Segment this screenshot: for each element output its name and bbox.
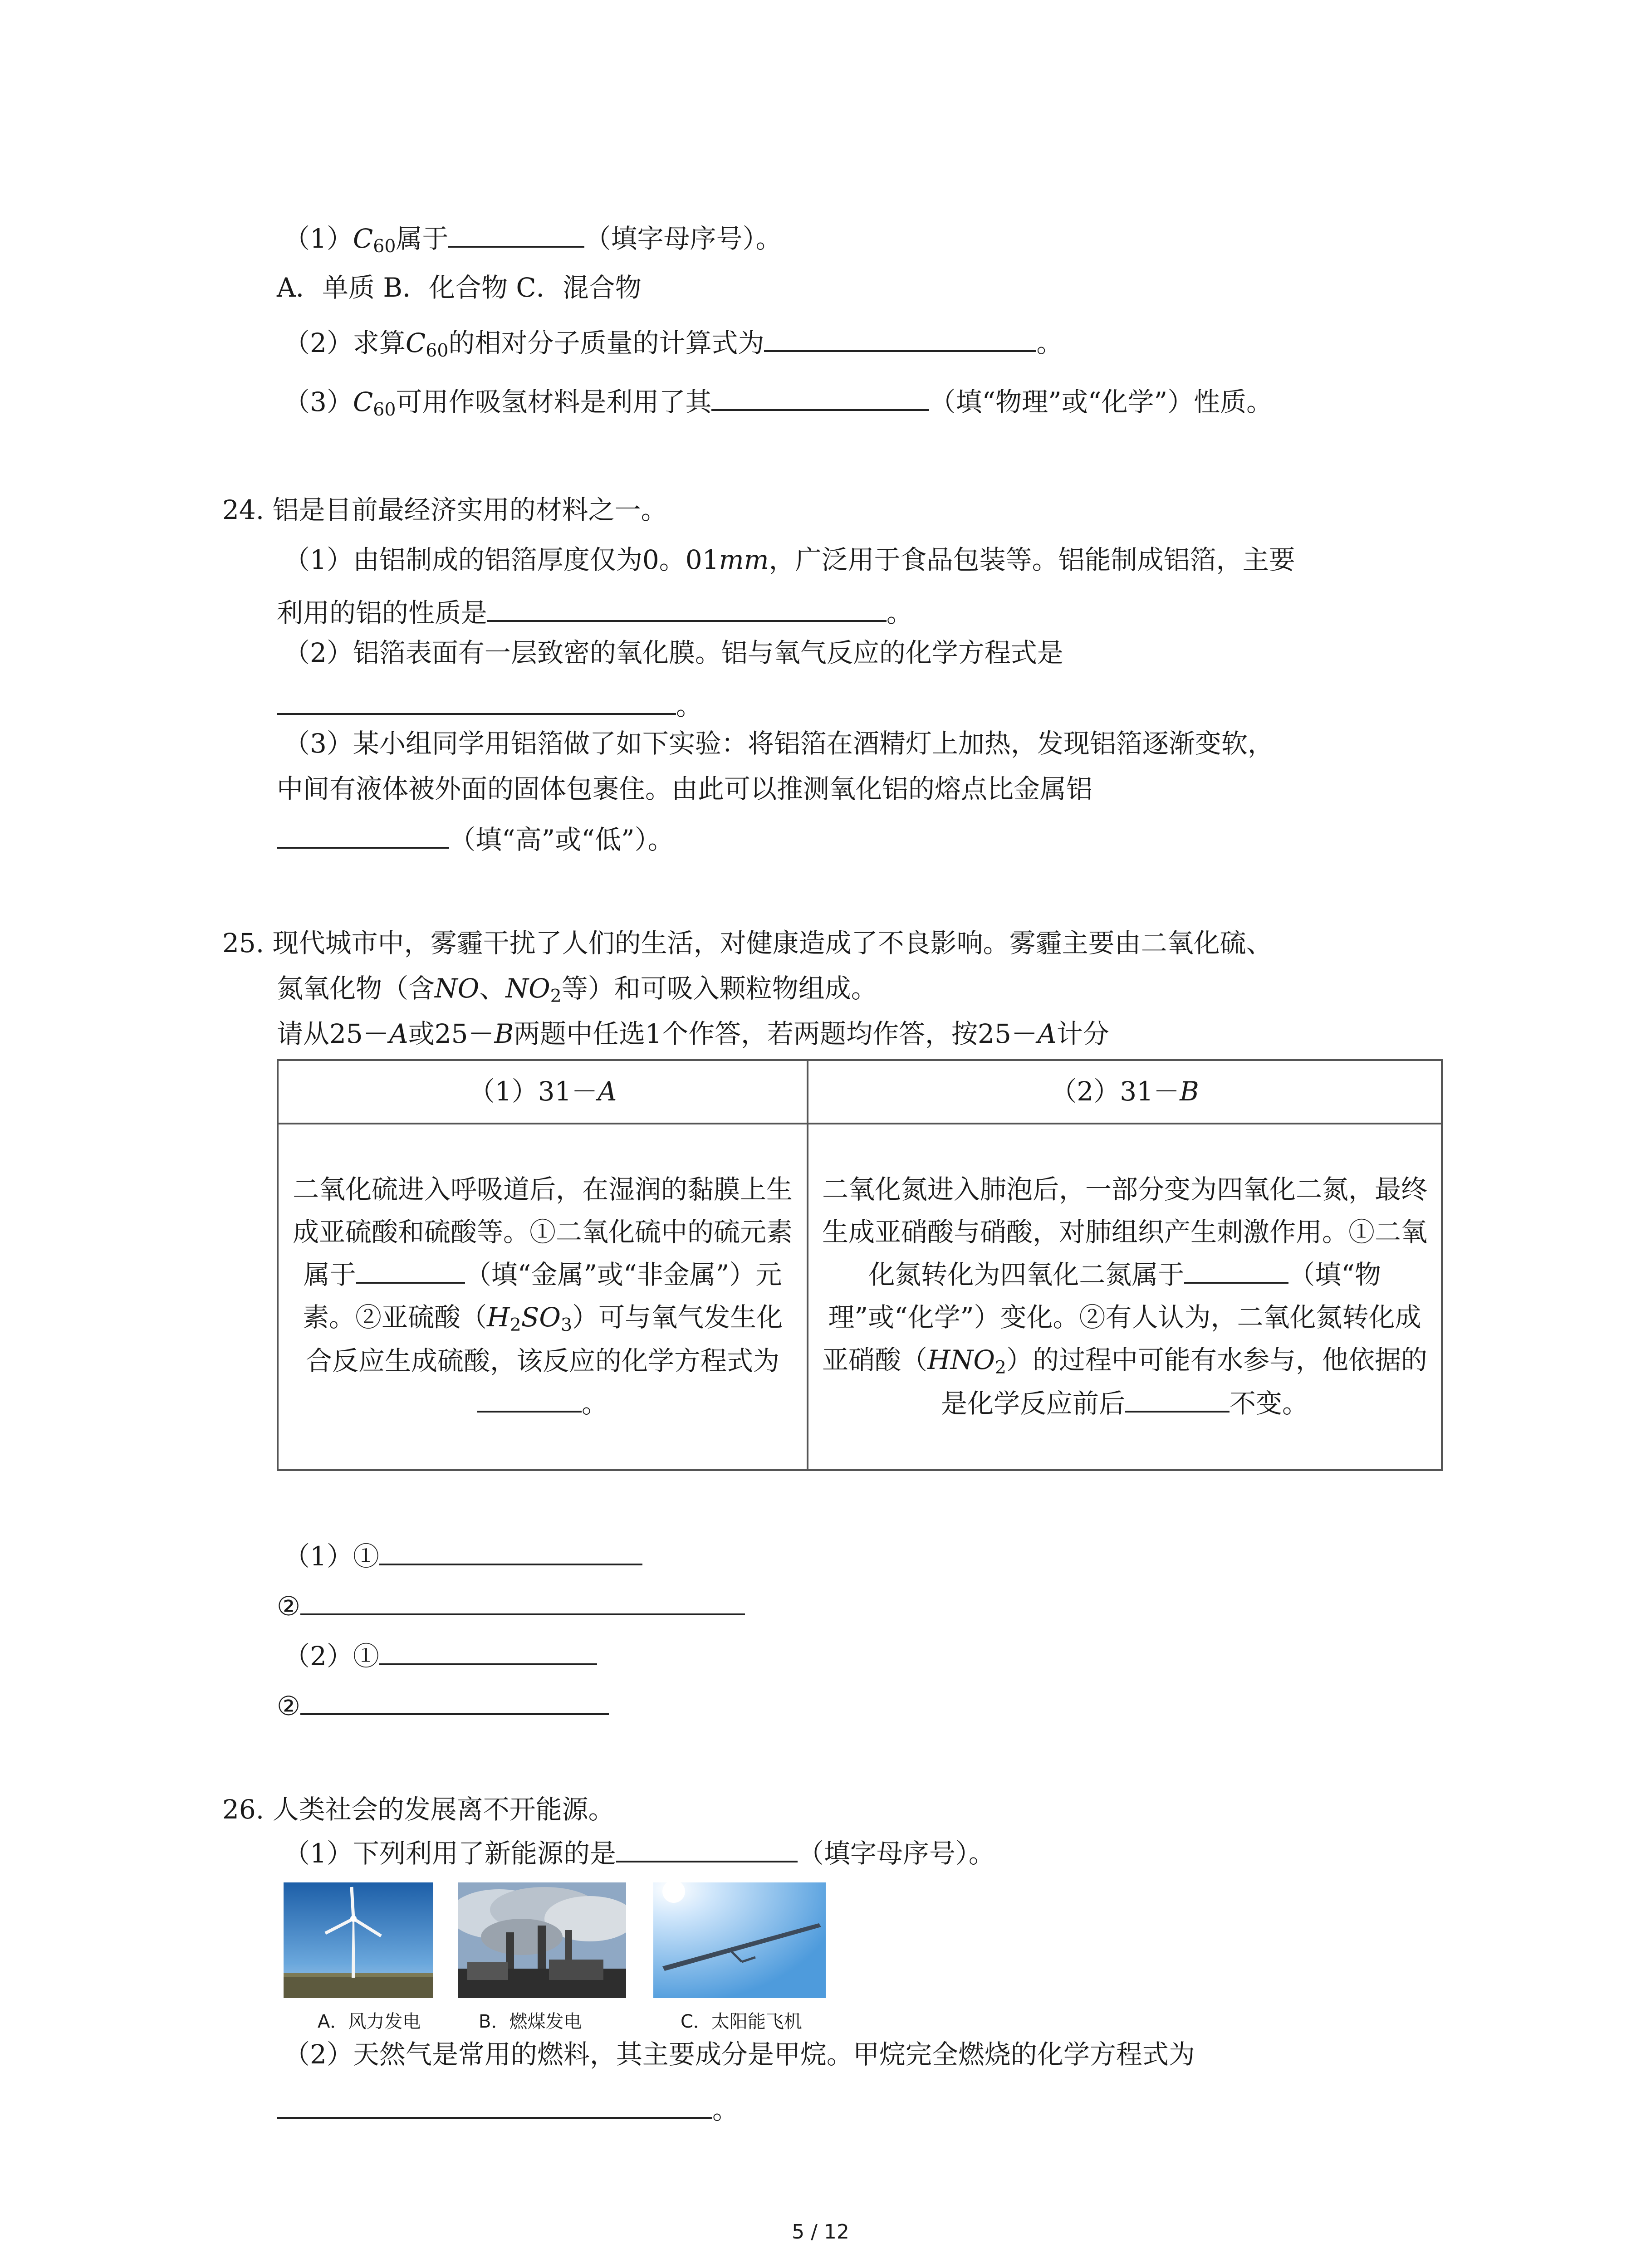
answer-blank[interactable] — [1184, 1258, 1288, 1284]
answer-blank[interactable] — [300, 1590, 745, 1615]
answer-blank[interactable] — [300, 1690, 609, 1715]
q26-part2: （2）天然气是常用的燃料，其主要成分是甲烷。甲烷完全燃烧的化学方程式为 — [284, 2039, 1195, 2070]
q26-part2-answer: 。 — [277, 2093, 739, 2123]
q25-answer-1-1: （1）① — [284, 1540, 642, 1569]
answer-blank[interactable] — [616, 1837, 798, 1862]
q25-instruction: 请从25－A或25－B两题中任选1个作答，若两题均作答，按25－A计分 — [277, 1018, 1109, 1049]
q24-part2-answer: 。 — [277, 689, 702, 719]
q25-stem-line1: 25. 现代城市中，雾霾干扰了人们的生活，对健康造成了不良影响。雾霾主要由二氧化硫、 — [222, 928, 1273, 958]
q25-answer-2-2: ② — [277, 1690, 609, 1719]
q24-part3-line2: 中间有液体被外面的固体包裹住。由此可以推测氧化铝的熔点比金属铝 — [277, 773, 1093, 804]
q23-options: A．单质 B．化合物 C．混合物 — [277, 272, 642, 303]
option-a-header: （1）31－A — [278, 1060, 808, 1124]
solar-plane-image — [653, 1882, 826, 1998]
answer-blank[interactable] — [477, 1387, 582, 1413]
page-number: 5 / 12 — [792, 2220, 849, 2244]
q25-answer-1-2: ② — [277, 1590, 745, 1619]
answer-blank[interactable] — [277, 689, 676, 715]
option-a-content: 二氧化硫进入呼吸道后，在湿润的黏膜上生成亚硫酸和硫酸等。①二氧化硫中的硫元素属于 （填“金属”或“非金属”）元素。②亚硫酸$(H_2SO_3)$可与氧气发生化合反应生成硫酸，该反应的化学方程式为。 — [278, 1124, 808, 1470]
q23-part2: （2）求算$C_{60}$的相对分子质量的计算式为 。 — [284, 327, 1063, 361]
q24-stem: 24. 铝是目前最经济实用的材料之一。 — [222, 494, 667, 525]
answer-blank[interactable] — [379, 1640, 597, 1665]
q23-part3: $(3)C_{60}$可用作吸氢材料是利用了其 （填“物理”或“化学”）性质。 — [284, 386, 1273, 420]
q25-stem-line2: 氮氧化物（含NO、$NO_2$等）和可吸入颗粒物组成。 — [277, 973, 877, 1007]
q23-part1: $(1)C_{60}$属于 （填字母序号）。 — [284, 223, 782, 257]
caption-a: A．风力发电 — [318, 2011, 421, 2032]
q24-part1-line2: 利用的铝的性质是 。 — [277, 597, 913, 628]
answer-blank[interactable] — [277, 823, 449, 849]
answer-blank[interactable] — [379, 1540, 642, 1565]
caption-b: B．燃煤发电 — [479, 2011, 582, 2032]
q25-answer-2-1: （2）① — [284, 1640, 597, 1669]
option-b-header: （2）31－B — [808, 1060, 1442, 1124]
wind-power-image — [284, 1882, 433, 1998]
answer-blank[interactable] — [1125, 1387, 1230, 1413]
coal-power-image — [458, 1882, 626, 1998]
answer-blank[interactable] — [277, 2093, 712, 2119]
answer-blank[interactable] — [448, 222, 584, 248]
q24-part2: （2）铝箔表面有一层致密的氧化膜。铝与氧气反应的化学方程式是 — [284, 637, 1063, 668]
answer-blank[interactable] — [356, 1258, 465, 1284]
q24-part1-line1: （1）由铝制成的铝箔厚度仅为0。01mm，广泛用于食品包装等。铝能制成铝箔，主要 — [284, 544, 1295, 575]
caption-c: C．太阳能飞机 — [681, 2011, 802, 2032]
q24-part3-line1: （3）某小组同学用铝箔做了如下实验：将铝箔在酒精灯上加热，发现铝箔逐渐变软， — [284, 728, 1274, 759]
answer-blank[interactable] — [764, 327, 1036, 352]
option-b-content: 二氧化氮进入肺泡后，一部分变为四氧化二氮，最终生成亚硝酸与硝酸，对肺组织产生刺激作用。①二氧化氮转化为四氧化二氮属于 （填“物理”或“化学”）变化。②有人认为，二氧化氮转化成亚硝酸$(HNO_2)$的过程中可能有水参与，他依据的是化学反应前后 不变。 — [808, 1124, 1442, 1470]
q26-part1: （1）下列利用了新能源的是 （填字母序号）。 — [284, 1838, 995, 1869]
answer-blank[interactable] — [711, 386, 929, 411]
q25-options-table — [277, 1059, 1443, 1471]
q24-part3-line3: （填“高”或“低”）。 — [277, 823, 674, 853]
answer-blank[interactable] — [487, 596, 887, 622]
q26-stem: 26. 人类社会的发展离不开能源。 — [222, 1794, 615, 1825]
